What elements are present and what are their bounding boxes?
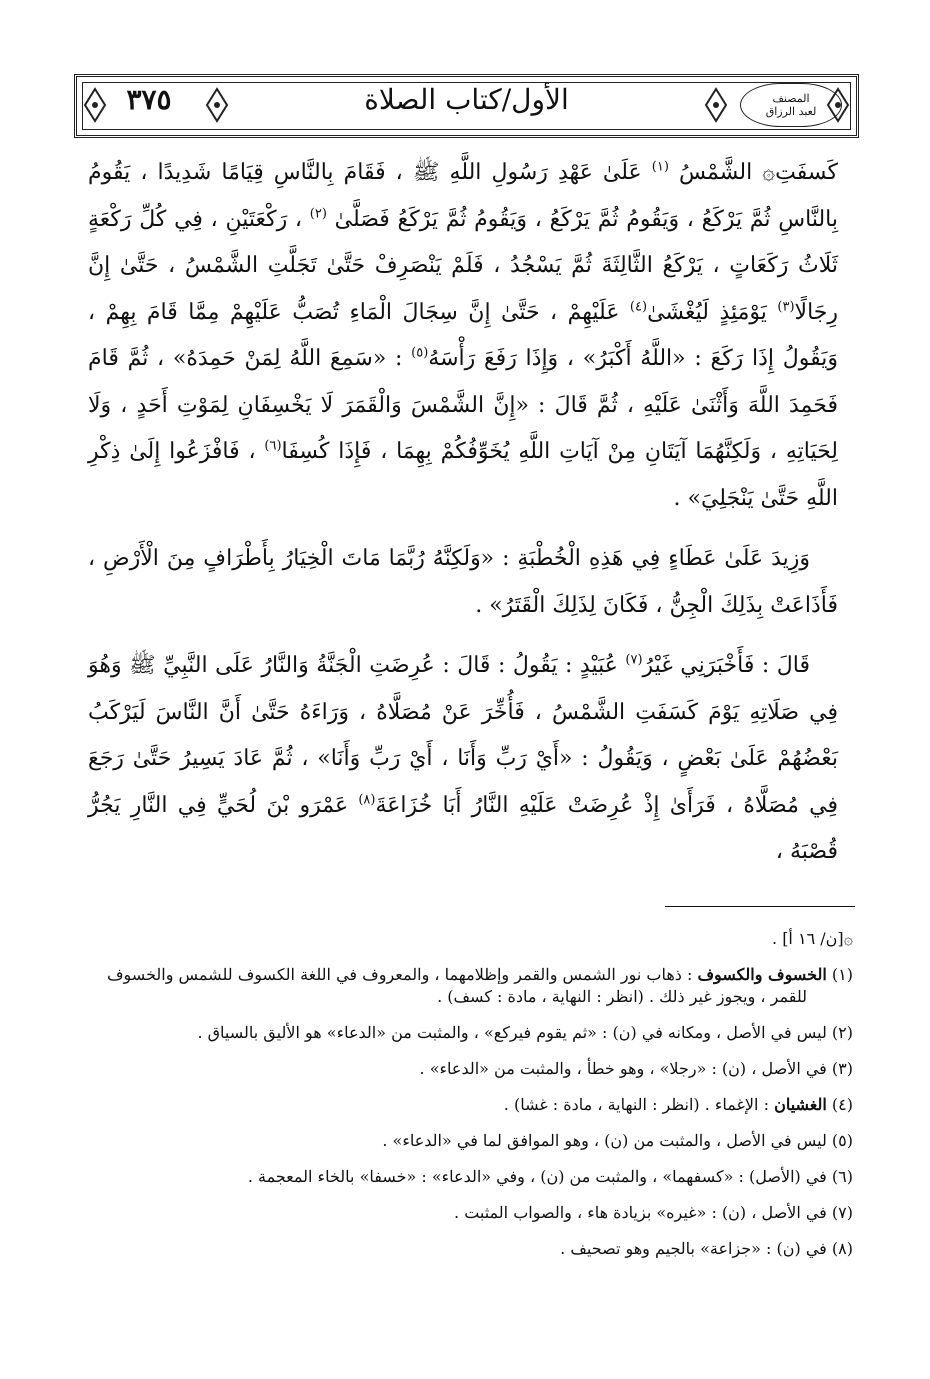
footnote-marker[interactable]: (٥): [411, 345, 429, 361]
footnote-marker[interactable]: (٧): [625, 652, 643, 668]
footnote-term: الخسوف والكسوف: [697, 965, 827, 984]
body-paragraph: [88, 536, 838, 629]
footnote-number: (٦): [826, 1167, 853, 1186]
text-segment: قَالَ : فَأَخْبَرَنِي غَيْرُ: [642, 653, 810, 678]
main-text: [88, 150, 838, 876]
footnote-text: ۞[ن/ ١٦ أ] .: [772, 929, 853, 948]
footnotes: [88, 928, 853, 1274]
footnote-text: في الأصل ، (ن) : «غيره» بزيادة هاء ، والصواب المثبت .: [454, 1203, 827, 1222]
footnote-term: الغشيان: [774, 1095, 827, 1114]
footnote-marker[interactable]: (١): [651, 159, 669, 175]
footnote: [88, 1058, 853, 1080]
text-segment: عَلَيْهِمْ ، حَتَّىٰ إِنَّ سِجَالَ الْمَاءِ تُصَبُّ عَلَيْهِمْ مِمَّا قَامَ بِهِمْ ، وَيَقُولُ إِذَا رَكَعَ : «اللَّهُ أَكْبَرُ» ، وَإِذَا رَفَعَ رَأْسَهُ: [88, 299, 838, 371]
footnote-number: (٤): [826, 1095, 853, 1114]
text-segment: ، فَافْزَعُوا إِلَىٰ ذِكْرِ اللَّهِ حَتَّىٰ يَنْجَلِيَ» .: [88, 439, 838, 511]
text-segment: كَسفَتِ۞ الشَّمْسُ: [668, 160, 838, 185]
text-segment: عُبَيْدٍ : يَقُولُ : قَالَ : عُرِضَتِ الْجَنَّةُ وَالنَّارُ عَلَى النَّبِيِّ ﷺ وَهُوَ فِي صَلَاتِهِ يَوْمَ كَسَفَتِ الشَّمْسُ ، فَأُخِّرَ عَنْ مُصَلَّاهُ ، وَرَاءَهُ حَتَّىٰ أَنَّ النَّاسَ لَيَرْكَبُ بَعْضُهُمْ عَلَىٰ بَعْضٍ ، وَيَقُولُ : «أَيْ رَبِّ وَأَنَا ، أَيْ رَبِّ وَأَنَا» ، ثُمَّ عَادَ يَسِيرُ حَتَّىٰ رَجَعَ فِي مُصَلَّاهُ ، فَرَأَىٰ إِذْ عُرِضَتْ عَلَيْهِ النَّارُ أَبَا خُزَاعَةَ: [88, 653, 838, 818]
text-segment: عَمْرَو بْنَ لُحَيٍّ فِي النَّارِ يَجُرُّ قُصْبَهُ ،: [88, 792, 838, 864]
footnote: [88, 964, 853, 1008]
footnote-text: في (الأصل) : «كسفهما» ، والمثبت من (ن) ، وفي «الدعاء» : «خسفا» بالخاء المعجمة .: [247, 1167, 827, 1186]
footnote-text: : ذهاب نور الشمس والقمر وإظلامهما ، والمعروف في اللغة الكسوف للشمس والخسوف للقمر ، ويجوز غير ذلك . (انظر : النهاية ، مادة : كسف) .: [106, 965, 807, 1006]
footnote: [88, 1202, 853, 1224]
book-emblem: [740, 83, 842, 127]
footnote-number: (١): [826, 965, 853, 984]
footnote: [88, 928, 853, 950]
footnote-marker[interactable]: (٢): [309, 206, 327, 222]
footnote-text: في (ن) : «جزاعة» بالجيم وهو تصحيف .: [560, 1239, 827, 1258]
page-number: ٣٧٥: [126, 83, 172, 116]
emblem-line: لعبد الرزاق: [765, 105, 817, 118]
footnote-number: (٣): [826, 1059, 853, 1078]
body-paragraph: [88, 150, 838, 522]
footnote-marker[interactable]: (٤): [629, 299, 648, 315]
body-paragraph: [88, 643, 838, 876]
footnote-number: (٢): [826, 1023, 853, 1042]
text-segment: وَزِيدَ عَلَىٰ عَطَاءٍ فِي هَذِهِ الْخُطْبَةِ : «وَلَكِنَّهُ رُبَّمَا مَاتَ الْخِيَارُ بِأَطْرَافٍ مِنَ الْأَرْضِ ، فَأَذَاعَتْ بِذَلِكَ الْجِنُّ ، فَكَانَ لِذَلِكَ الْقَتَرُ» .: [88, 546, 838, 618]
text-segment: ، رَكْعَتَيْنِ ، فِي كُلِّ رَكْعَةٍ ثَلَاثُ رَكَعَاتٍ ، يَرْكَعُ الثَّالِثَةَ ثُمَّ يَسْجُدُ ، فَلَمْ يَنْصَرِفْ حَتَّىٰ تَجَلَّتِ الشَّمْسُ ، حَتَّىٰ إِنَّ رِجَالًا: [88, 206, 838, 325]
text-segment: : «سَمِعَ اللَّهُ لِمَنْ حَمِدَهُ» ، ثُمَّ قَامَ فَحَمِدَ اللَّهَ وَأَثْنَىٰ عَلَيْهِ ، ثُمَّ قَالَ : «إِنَّ الشَّمْسَ وَالْقَمَرَ لَا يَخْسِفَانِ لِمَوْتِ أَحَدٍ ، وَلَا لِحَيَاتِهِ ، وَلَكِنَّهُمَا آيَتَانِ مِنْ آيَاتِ اللَّهِ يُخَوِّفُكُمْ بِهِمَا ، فَإِذَا كُسِفَا: [88, 346, 838, 464]
footnote-text: : الإغماء . (انظر : النهاية ، مادة : غشا) .: [503, 1095, 775, 1114]
footnote-text: في الأصل ، (ن) : «رجلا» ، وهو خطأ ، والمثبت من «الدعاء» .: [419, 1059, 827, 1078]
footnote-number: (٨): [826, 1239, 853, 1258]
footnote: [88, 1166, 853, 1188]
text-segment: يَوْمَئِذٍ لَيُغْشَىٰ: [647, 299, 778, 325]
footnote-marker[interactable]: (٦): [264, 438, 282, 454]
page-header: [74, 74, 859, 138]
footnote-number: (٧): [826, 1203, 853, 1222]
footnote-number: (٥): [826, 1131, 853, 1150]
footnote-marker[interactable]: (٣): [777, 299, 795, 315]
text-segment: عَلَىٰ عَهْدِ رَسُولِ اللَّهِ ﷺ ، فَقَامَ بِالنَّاسِ قِيَامًا شَدِيدًا ، يَقُومُ بِالنَّاسِ ثُمَّ يَرْكَعُ ، وَيَقُومُ ثُمَّ يَرْكَعُ ، وَيَقُومُ ثُمَّ يَرْكَعُ فَصَلَّىٰ: [88, 160, 839, 232]
footnote: [88, 1094, 853, 1116]
footnote-separator: [665, 906, 855, 907]
footnote-text: ليس في الأصل ، ومكانه في (ن) : «ثم يقوم فيركع» ، والمثبت من «الدعاء» هو الأليق بالسياق .: [197, 1023, 827, 1042]
footnote: [88, 1022, 853, 1044]
footnote: [88, 1238, 853, 1260]
footnote: [88, 1130, 853, 1152]
footnote-text: ليس في الأصل ، والمثبت من (ن) ، وهو الموافق لما في «الدعاء» .: [382, 1131, 827, 1150]
running-title: الأول/كتاب الصلاة: [364, 83, 569, 116]
emblem-line: المصنف: [772, 92, 810, 105]
footnote-marker[interactable]: (٨): [358, 792, 376, 808]
